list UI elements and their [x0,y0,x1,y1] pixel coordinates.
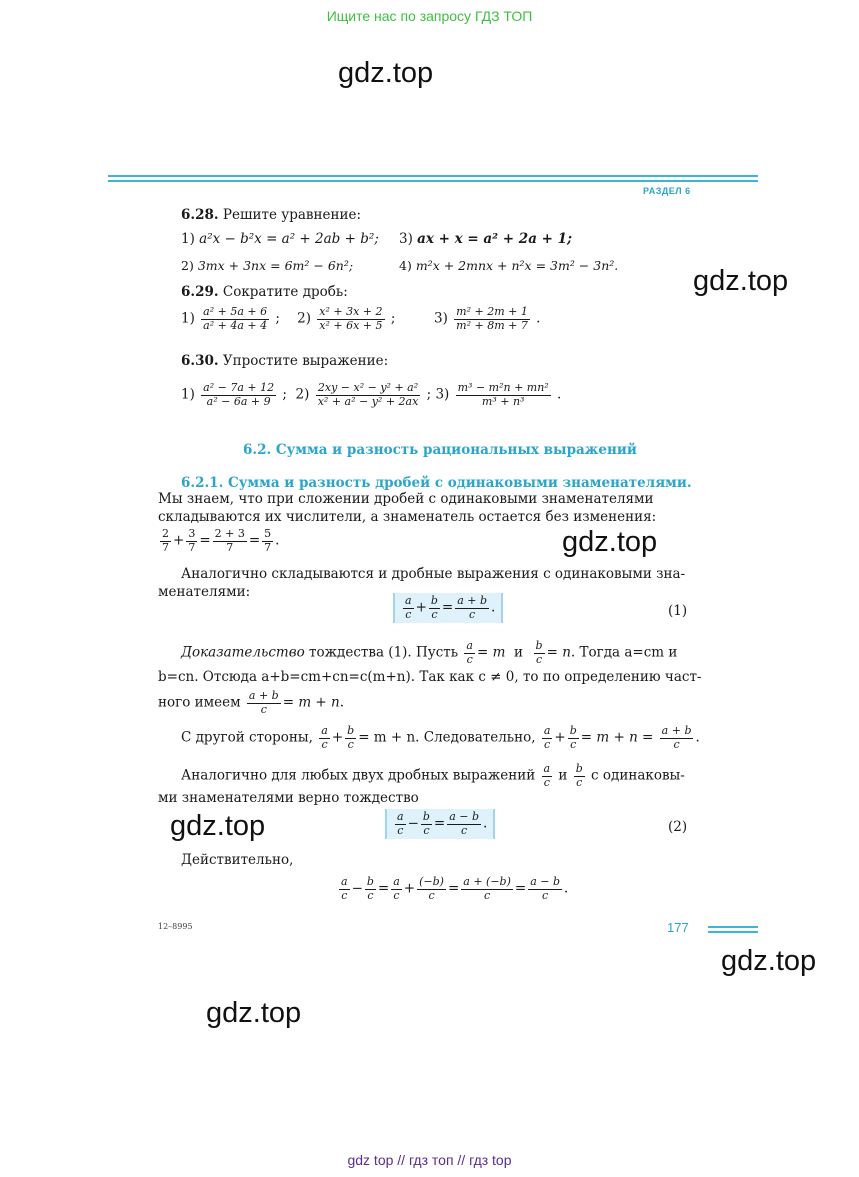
exercise-628-item-2: 2) 3mx + 3nx = 6m² − 6n²; [181,258,354,273]
footer-rule [708,931,758,933]
page-number: 177 [667,920,689,935]
top-search-hint[interactable]: Ищите нас по запросу ГДЗ ТОП [326,8,533,24]
header-rule [108,175,758,177]
example-sum: $\frac{2}{7}$ + $\frac{3}{7}$ = $\frac{2 + 3}{7}$ = $\frac{5}{7}$ . [162,527,280,554]
exercise-628-item-3: 3) ax + x = a² + 2a + 1; [399,231,573,247]
exercise-628-item-4: 4) m²x + 2mnx + n²x = 3m² − 3n². [399,258,619,273]
equation-label: (1) [668,603,688,619]
print-code: 12–8995 [158,922,193,931]
watermark: gdz.top [170,810,266,842]
other-side-line: С другой стороны, $\frac{a}{c}$ + $\frac{b}{c}$ = m + n. Следовательно, $\frac{a}{c}$ + $\frac{b}{c}$ = m + n = $\frac{a + b}{c}$ . [181,724,700,751]
proof-line-2: b=cn. Отсюда a+b=cm+cn=c(m+n). Так как c ≠ 0, то по определению част- [158,669,702,685]
exercise-629-items: 1) $\frac{\text{a² + 5a + 6}}{\text{a² + 4a + 4}}$ ; 2) $\frac{\text{x² + 3x + 2}}{\text{x² + 6x + 5}}$ ; 3) $\frac{\text{m² + 2m + 1}}{\text{m² + 8m + 7}}$ . [181,305,541,332]
exercise-630-items: 1) $\frac{\text{a² − 7a + 12}}{\text{a² − 6a + 9}}$ ; 2) $\frac{\text{2xy − x² − y² + a²}}{\text{x² + a² − y² + 2ax}}$ ; 3) $\frac{\text{m³ − m²n + mn²}}{\text{m³ + n³}}$ . [181,381,562,408]
section-tag: РАЗДЕЛ 6 [643,186,691,196]
proof-line-1: Доказательство тождества (1). Пусть $\frac{a}{c}$ = m и $\frac{b}{c}$ = n. Тогда a=cm и [181,639,678,666]
identity-2-box: $\frac{a}{c}$ − $\frac{b}{c}$ = $\frac{a - b}{c}$ . [385,809,495,839]
paragraph-line: складываются их числители, а знаменатель остается без изменения: [158,509,657,525]
exercise-630-title: 6.30. Упростите выражение: [181,353,389,369]
watermark: gdz.top [721,945,817,977]
paragraph-line: Действительно, [181,852,294,868]
subsection-heading: 6.2.1. Сумма и разность дробей с одинаковыми знаменателями. [181,475,692,491]
watermark: gdz.top [562,526,658,558]
identity-1-box: $\frac{a}{c}$ + $\frac{b}{c}$ = $\frac{a + b}{c}$ . [393,593,503,623]
paragraph-line: Аналогично складываются и дробные выражения с одинаковыми зна- [181,566,686,582]
section-heading: 6.2. Сумма и разность рациональных выражений [243,442,637,458]
derivation: $\frac{a}{c}$ − $\frac{b}{c}$ = $\frac{a}{c}$ + $\frac{(-b)}{c}$ = $\frac{a + (-b)}{c}$ = $\frac{a - b}{c}$ . [341,875,569,902]
bottom-links[interactable]: gdz top // гдз топ // гдз top [347,1152,512,1168]
paragraph-line: ми знаменателями верно тождество [158,790,419,806]
fraction: $\frac{\text{m³ − m²n + mn²}}{\text{m³ + n³}}$ [457,381,549,408]
exercise-628-title: 6.28. Решите уравнение: [181,207,362,223]
watermark: gdz.top [206,997,302,1029]
paragraph-line: Аналогично для любых двух дробных выражений $\frac{a}{c}$ и $\frac{b}{c}$ с одинаковы- [181,762,685,789]
fraction: $\frac{\text{x² + 3x + 2}}{\text{x² + 6x + 5}}$ [319,305,383,332]
equation-label: (2) [668,819,688,835]
exercise-628-item-1: 1) a²x − b²x = a² + 2ab + b²; [181,231,379,247]
footer-rule [708,926,758,928]
paragraph-line: Мы знаем, что при сложении дробей с одинаковыми знаменателями [158,491,654,507]
watermark: gdz.top [338,57,434,89]
fraction: $\frac{\text{2xy − x² − y² + a²}}{\text{x² + a² − y² + 2ax}}$ [317,381,419,408]
watermark: gdz.top [693,265,789,297]
fraction: $\frac{\text{m² + 2m + 1}}{\text{m² + 8m + 7}}$ [456,305,528,332]
paragraph-line: менателями: [158,584,251,600]
fraction: $\frac{\text{a² + 5a + 6}}{\text{a² + 4a + 4}}$ [203,305,268,332]
proof-line-3: ного имеем $\frac{a + b}{c}$ = m + n. [158,689,345,716]
exercise-629-title: 6.29. Сократите дробь: [181,284,348,300]
fraction: $\frac{\text{a² − 7a + 12}}{\text{a² − 6a + 9}}$ [203,381,275,408]
header-rule [108,180,758,182]
